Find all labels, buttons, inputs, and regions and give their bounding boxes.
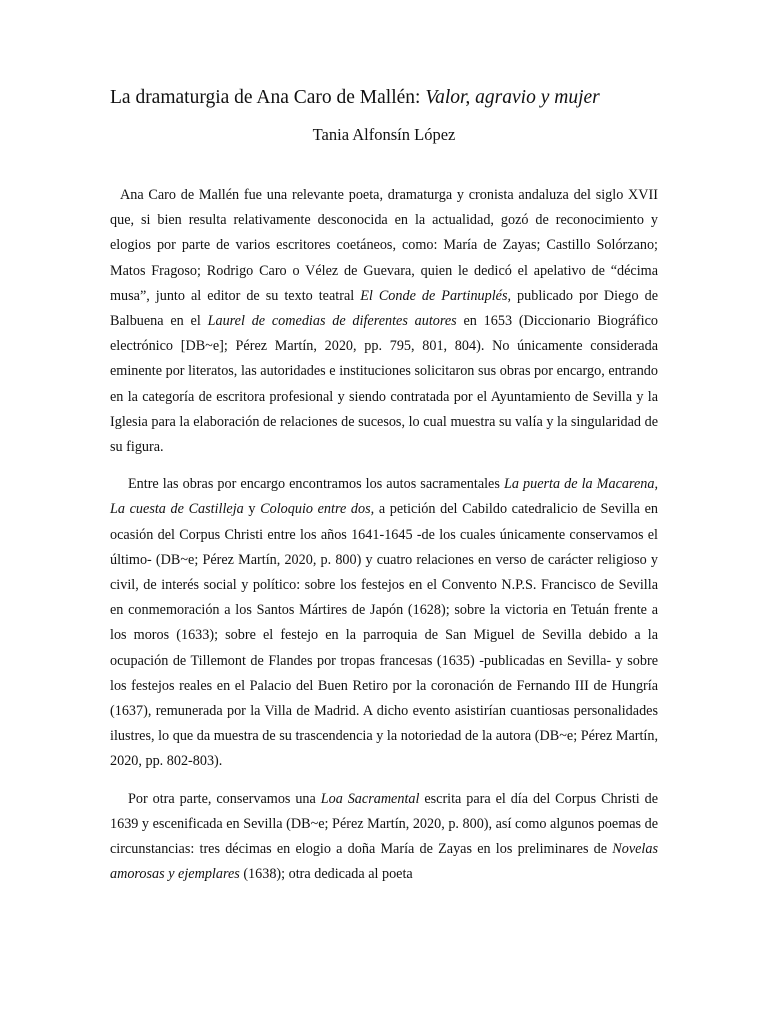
body-text — [110, 183, 658, 899]
text-run: (1638); otra dedicada al poeta — [239, 866, 413, 883]
italic-run: Novelas amorosas y ejemplares — [110, 841, 658, 883]
text-run: Por otra parte, conservamos una — [128, 790, 321, 807]
italic-run: Laurel de comedias de diferentes autores — [207, 313, 457, 330]
text-run: escrita para el día del Corpus Christi de 1639 y escenificada en Sevilla (DB~e; Pérez Martín, 2020, p. 800), así como algunos poemas de circunstancias: tres décimas en elogio a doña María de Zayas en los preliminares de — [110, 790, 658, 858]
italic-run: La puerta de la Macarena, La cuesta de Castilleja — [110, 476, 659, 518]
text-run: publicado por Diego de Balbuena en el — [110, 287, 658, 330]
text-run: Entre las obras por encargo encontramos los autos sacramentales — [128, 476, 504, 493]
title-italic: Valor, agravio y mujer — [425, 87, 600, 108]
paragraph-2 — [110, 472, 658, 774]
author-name: Tania Alfonsín López — [312, 125, 456, 144]
text-run: en 1653 (Diccionario Biográfico electrónico [DB~e]; Pérez Martín, 2020, pp. 795, 801, 804). No únicamente considerada eminente por literatos, las autoridades e instituciones solicitaron sus obras por encargo, entrando en la categoría de escritora profesional y siendo contratada por el Ayuntamiento de Sevilla y la Iglesia para la elaboración de relaciones de sucesos, lo cual muestra su valía y la singularidad de su figura. — [110, 313, 658, 456]
italic-run: Loa Sacramental — [320, 790, 420, 807]
paragraph-1 — [110, 183, 658, 460]
text-run: a petición del Cabildo catedralicio de Sevilla en ocasión del Corpus Christi entre los años 1641-1645 -de los cuales únicamente conservamos el último- (DB~e; Pérez Martín, 2020, p. 800) y cuatro relaciones en verso de carácter religioso y civil, de interés social y político: sobre los festejos en el Convento N.P.S. Francisco de Sevilla en conmemoración a los Santos Mártires de Japón (1628); sobre la victoria en Tetuán frente a los moros (1633); sobre el festejo en la parroquia de San Miguel de Sevilla debido a la ocupación de Tillemont de Flandes por tropas francesas (1635) -publicadas en Sevilla- y sobre los festejos reales en el Palacio del Buen Retiro por la coronación de Fernando III de Hungría (1637), remunerada por la Villa de Madrid. A dicho evento asistirían cuantiosas personalidades ilustres, lo que da muestra de su trascendencia y la notoriedad de la autora (DB~e; Pérez Martín, 2020, pp. 802-803). — [110, 501, 658, 770]
text-run: Ana Caro de Mallén fue una relevante poeta, dramaturga y cronista andaluza del siglo XVII que, si bien resulta relativamente desconocida en la actualidad, gozó de reconocimiento y elogios por parte de varios escritores coetáneos, como: María de Zayas; Castillo Solórzano; Matos Fragoso; Rodrigo Caro o Vélez de Guevara, quien le dedicó el apelativo de “décima musa”, junto al editor de su texto teatral — [110, 187, 658, 304]
text-run: y — [243, 501, 261, 518]
paragraph-3 — [110, 787, 658, 888]
italic-run: Coloquio entre dos, — [260, 501, 375, 518]
paper-title — [110, 86, 600, 110]
italic-run: El Conde de Partinuplés, — [360, 287, 512, 304]
title-main: La dramaturgia de Ana Caro de Mallén: — [110, 87, 426, 108]
